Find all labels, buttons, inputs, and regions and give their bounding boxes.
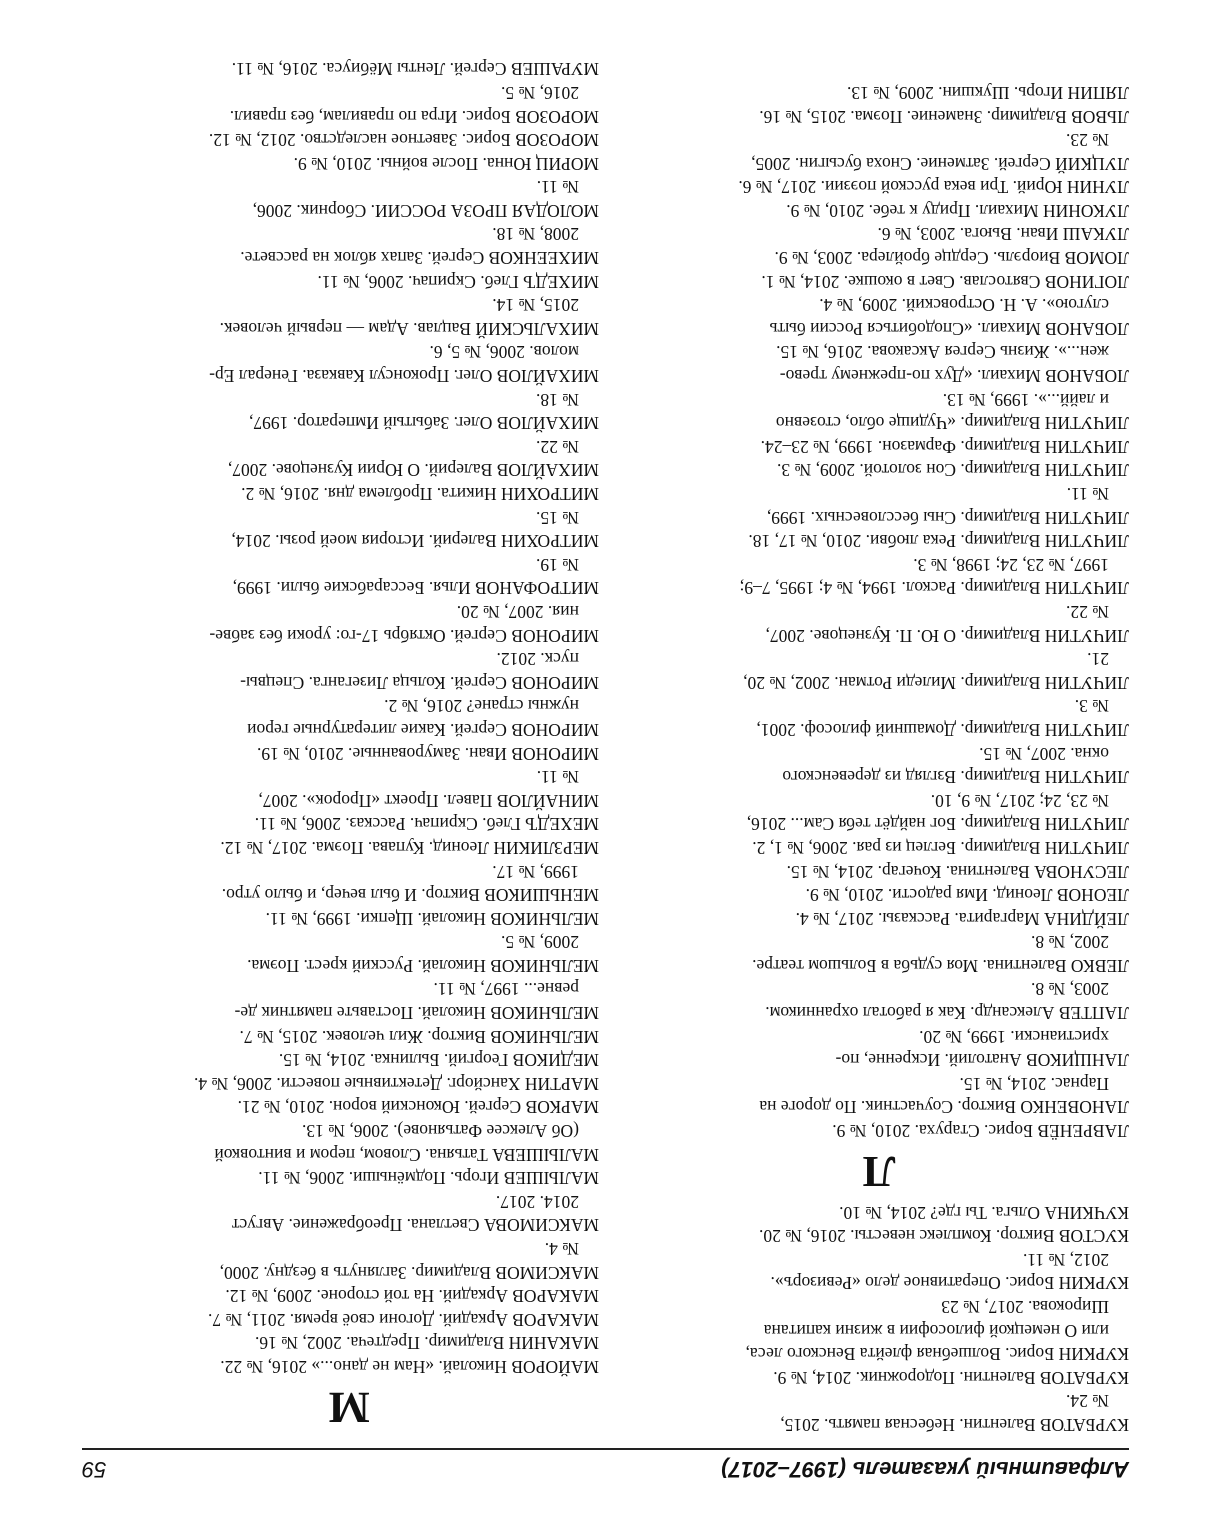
index-entry: ЛАНОВЕНКО Виктор. Соучастник. По дороге на Парнас. 2014, № 15. [759,1073,1129,1118]
index-entry: ЛИЧУТИН Владимир. Сны бессловесных. 1999, № 11. [766,484,1129,528]
index-entry: ЛОМОВ Виорэль. Сердце бройлера. 2003, № 9. [774,248,1129,269]
index-entry: ЛИЧУТИН Владимир. Миледи Ротман. 2002, № 20, 21. [743,649,1129,693]
index-entry: ЛУКОНИН Михаил. Приду к тебе. 2010, № 9. [786,200,1129,221]
index-entry: КУЧКИНА Ольга. Ты где? 2014, № 10. [839,1202,1129,1223]
index-entry: МАРТИН Хансйорг. Детективные повести. 2006, № 4. [194,1073,599,1094]
index-entry: МИНАЙЛОВ Павел. Проект «Пророк». 2007, № 11. [258,767,599,811]
index-entry: ЛЕОНОВ Леонид. Имя радости. 2010, № 9. [805,885,1129,906]
index-entry: МАКАРОВ Аркадий. Догони своё время. 2011, № 7. [208,1309,599,1330]
index-entry: МИХАЙЛОВ Олег. Забытый Император. 1997, № 18. [248,389,599,434]
index-entry: ЛИЧУТИН Владимир. Раскол. 1994, № 4; 1995, 7–9; 1997, № 23, 24; 1998, № 3. [739,554,1129,599]
index-entry: ЛЯПИН Игорь. Шукшин. 2009, № 13. [847,82,1129,103]
index-entry: МАКСИМОВА Светлана. Преображение. Август 2014. 2017. [231,1191,599,1236]
index-entry: МЕЛЬНИКОВ Николай. Щепки. 1999, № 11. [265,908,599,929]
index-entry: ЛУНИН Юрий. Три века русской поэзии. 2017, № 6. [738,177,1129,198]
index-entry: МИТРОХИН Валерий. История моей розы. 2014, № 15. [231,507,599,552]
index-entry: МИТРОХИН Никита. Проблема дня. 2016, № 2. [241,484,599,505]
index-entry: МУРАШЕВ Сергей. Ленты Мёбиуса. 2016, № 11. [231,59,599,80]
index-entry: ЛОГИНОВ Святослав. Свет в окошке. 2014, № 1. [761,271,1129,292]
index-entry: МОРОЗОВ Борис. Игра по правилам, без правил. 2016, № 5. [229,82,599,127]
index-entry: МИХАЙЛОВ Олег. Проконсул Кавказа. Генерал Ер- молов. 2006, № 5, 6. [209,342,599,387]
index-entry: МИХЕДЪ Глеб. Скрипач. 2006, № 11. [317,271,599,292]
index-entry: ЛИЧУТИН Владимир. Фармазон. 1999, № 23–24. [760,436,1129,457]
index-entry: МИРОНОВ Иван. Замурованные. 2010, № 19. [256,743,599,764]
page-number: 59 [82,1457,107,1482]
index-entry: ЛИЧУТИН Владимир. О Ю. П. Кузнецове. 2007, № 22. [765,602,1129,646]
index-entry: МОРИЦ Юнна. После войны. 2010, № 9. [293,153,599,174]
index-entry: МЕЛЬНИКОВ Николай. Поставьте памятник де- ревне... 1997, № 11. [234,979,599,1024]
index-entry: МАЙОРОВ Николай. «Нам не дано...» 2016, № 22. [220,1357,599,1377]
index-entry: МАКСИМОВ Владимир. Заглянуть в бездну. 2000, № 4. [219,1239,599,1283]
index-entry: ЛАНЩИКОВ Анатолий. Искренне, по- христиански. 1999, № 20. [835,1026,1129,1071]
index-entry: ЛИЧУТИН Владимир. Домашний философ. 2001, № 3. [756,696,1129,740]
index-entry: ЛИЧУТИН Владимир. Взгляд из деревенского окна. 2007, № 15. [782,743,1129,788]
index-entry: МАЛЫШЕВ Игорь. Подмёныши. 2006, № 11. [258,1168,599,1189]
index-entry: МЕДИКОВ Георгий. Былинка. 2014, № 15. [278,1050,599,1071]
index-entry: МИРОНОВ Сергей. Октябрь 17-го: уроки без забве- ния. 2007, № 20. [209,602,599,646]
index-entry: ЛЕВКО Валентина. Моя судьба в Большом театре. 2002, № 8. [752,932,1129,976]
index-entry: ЛЕЙДИНА Маргарита. Рассказы. 2017, № 4. [795,908,1129,929]
index-entry: МЕЛЬНИКОВ Виктор. Жил человек. 2015, № 7. [239,1026,599,1047]
index-entry: МЕНЬШИКОВ Виктор. И был вечер, и было утро. 1999, № 17. [221,861,599,906]
index-entry: ЛЬВОВ Владимир. Знамение. Поэма. 2015, № 16. [759,106,1129,127]
index-entry: МОЛОДАЯ ПРОЗА РОССИИ. Сборник. 2006, № 11. [252,177,599,221]
index-entry: ЛИЧУТИН Владимир. Река любви. 2010, № 17, 18. [748,531,1129,552]
index-entry: ЛОБАНОВ Михаил. «Дух по-прежнему трево- жен...». Жизнь Сергея Аксакова. 2016, № 15. [776,342,1129,387]
index-entry: КУРКИН Борис. Оперативное дело «Ревизоръ». 2012, № 11. [770,1249,1129,1294]
index-entry: МИХАЛЬСКИЙ Вацлав. Адам — первый человек. 2015, № 14. [219,295,599,339]
index-entry: ЛАВРЕНЁВ Борис. Старуха. 2010, № 9. [832,1121,1129,1142]
index-entry: ЛИЧУТИН Владимир. «Чудище обло, стозевно и лайй...». 1999, № 13. [775,389,1129,434]
index-entry: ЛУКАШ Иван. Вьюга. 2003, № 6. [877,224,1129,245]
index-entry: МИТРОФАНОВ Илья. Бессарабские были. 1999, № 19. [232,554,599,599]
index-entry: ЛИЧУТИН Владимир. Сон золотой. 2009, № 3. [777,460,1129,481]
index-entry: КУРБАТОВ Валентин. Подорожник. 2014, № 9. [773,1367,1129,1388]
index-entry: МАКАРОВ Аркадий. На той стороне. 2009, № 12. [225,1286,599,1307]
index-entry: МАЛЫШЕВА Татьяна. Словом, пером и винтовкой (Об Алексее Фатьянове). 2006, № 13. [214,1121,599,1165]
index-entry: МЕРЗЛИКИН Леонид. Купава. Поэма. 2017, № 12. [220,837,599,858]
index-entry: МИХАЙЛОВ Валерий. О Юрии Кузнецове. 2007, № 22. [227,436,599,481]
index-entry: ЛАПТЕВ Александр. Как я работал охранником. 2003, № 8. [765,979,1129,1024]
index-entry: ЛИЧУТИН Владимир. Бог найдёт тебя Сам... 2016, № 23, 24; 2017, № 9, 10. [746,790,1129,835]
index-entry: МАКАНИН Владимир. Предтеча. 2002, № 16. [254,1333,599,1354]
index-entry: КУСТОВ Виктор. Комплекс невесты. 2016, № 20. [759,1226,1129,1247]
index-entry: МЕЛЬНИКОВ Николай. Русский крест. Поэма. 2009, № 5. [247,932,599,976]
index-entry: МОРОЗОВ Борис. Заветное наследство. 2012, № 12. [208,130,599,151]
header-title: Алфавитный указатель (1997–2017) [721,1457,1129,1482]
section-letter: М [328,1383,370,1432]
index-entry: КУРБАТОВ Валентин. Небесная память. 2015, № 24. [780,1391,1129,1435]
index-entry: МИРОНОВ Сергей. Кольца Лизеганга. Спецвы- пуск. 2012. [240,649,599,693]
index-entry: МЕХЕДЪ Глеб. Скрипач. Рассказ. 2006, № 11. [254,814,599,835]
index-entry: МАРКОВ Сергей. Юконский ворон. 2010, № 21. [237,1097,599,1118]
index-entry: МИРОНОВ Сергей. Какие литературные герои нужны стране? 2016, № 2. [247,696,599,740]
index-entry: МИХЕЕНКОВ Сергей. Запах яблок на рассвете. 2008, № 18. [240,224,599,269]
left-column [629,80,1129,1436]
index-entry: ЛОБАНОВ Михаил. «Сподобиться России быть слугою». А. Н. Островский. 2009, № 4. [769,295,1129,339]
running-header [82,1448,1129,1486]
index-entry: КУРКИН Борис. Волшебная флейта Венского леса, или О немецкой философии в жизни капитана Широкова. 2017, № 23 [745,1297,1129,1365]
section-letter: Л [862,1147,896,1197]
index-entry: ЛЕСУНОВА Валентина. Кочегар. 2014, № 15. [786,861,1129,882]
right-column [99,57,599,1436]
index-entry: ЛУЦКИЙ Сергей. Затмение. Сноха бусыгин. 2005, № 23. [751,130,1129,174]
index-entry: ЛИЧУТИН Владимир. Беглец из рая. 2006, № 1, 2. [752,837,1129,858]
